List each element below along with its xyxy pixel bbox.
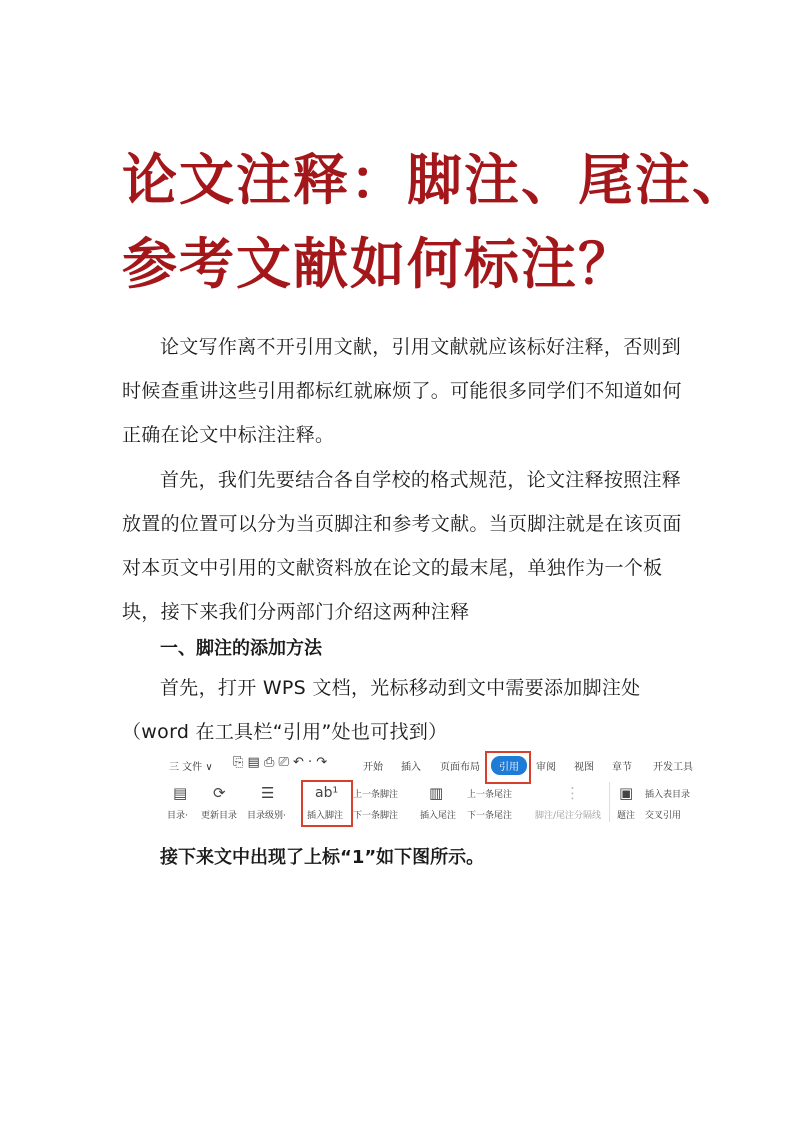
- wps-toolbar-screenshot: [165, 750, 717, 826]
- ribbon-tabs: [165, 750, 717, 780]
- toc-button[interactable]: 目录·: [167, 811, 188, 821]
- endnote-icon: ▥: [429, 784, 444, 802]
- toc-level-button[interactable]: 目录级别·: [247, 811, 286, 821]
- caption-icon: ▣: [619, 784, 634, 802]
- section-heading: 一、脚注的添加方法: [160, 638, 322, 659]
- file-menu[interactable]: 三 文件 ∨: [169, 762, 213, 773]
- prev-endnote-button[interactable]: 上一条尾注: [467, 790, 513, 800]
- tab-references[interactable]: 引用: [491, 756, 527, 775]
- update-toc-button[interactable]: 更新目录: [201, 811, 238, 821]
- quick-access-icons[interactable]: ⎘ ▤ ⎙ ⎚ ↶ · ↷: [233, 755, 328, 770]
- footnote-icon: ab¹: [315, 785, 339, 801]
- insert-table-of-figures-button[interactable]: 插入表目录: [645, 790, 691, 800]
- tab-review[interactable]: 审阅: [536, 762, 556, 773]
- tab-page-layout[interactable]: 页面布局: [440, 762, 480, 773]
- tab-insert[interactable]: 插入: [401, 762, 421, 773]
- insert-endnote-button[interactable]: 插入尾注: [420, 811, 457, 821]
- insert-footnote-button[interactable]: 插入脚注: [307, 811, 344, 821]
- paragraph-format: 首先，我们先要结合各自学校的格式规范，论文注释按照注释放置的位置可以分为当页脚注和参考文献。当页脚注就是在该页面对本页文中引用的文献资料放在论文的最末尾，单独作为一个板块，接下来我们分两部门介绍这两种注释: [122, 469, 682, 623]
- caption-text: 接下来文中出现了上标“1”如下图所示。: [160, 847, 485, 868]
- tab-view[interactable]: 视图: [574, 762, 594, 773]
- title-line-1: 论文注释：脚注、尾注、: [122, 148, 750, 212]
- paragraph-intro: 论文写作离不开引用文献，引用文献就应该标好注释，否则到时候查重讲这些引用都标红就麻烦了。可能很多同学们不知道如何正确在论文中标注注释。: [122, 336, 682, 446]
- references-highlight: [485, 751, 531, 784]
- next-endnote-button[interactable]: 下一条尾注: [467, 811, 513, 821]
- toc-level-icon: ☰: [261, 784, 275, 802]
- update-toc-icon: ⟳: [213, 784, 226, 802]
- prev-footnote-button[interactable]: 上一条脚注: [353, 790, 399, 800]
- tab-start[interactable]: 开始: [363, 762, 383, 773]
- cross-reference-button[interactable]: 交叉引用: [645, 811, 682, 821]
- page-title: [122, 138, 750, 306]
- tab-chapter[interactable]: 章节: [612, 762, 632, 773]
- next-footnote-button[interactable]: 下一条脚注: [353, 811, 399, 821]
- caption-button[interactable]: 题注: [617, 811, 636, 821]
- toc-icon: ▤: [173, 784, 188, 802]
- paragraph-open-wps: 首先，打开 WPS 文档，光标移动到文中需要添加脚注处（word 在工具栏“引用”处也可找到）: [122, 677, 641, 743]
- group-divider: [609, 782, 610, 822]
- separator-line-icon: ⋮: [565, 784, 580, 802]
- title-line-2: 参考文献如何标注？: [122, 232, 636, 296]
- note-separator-button[interactable]: 脚注/尾注分隔线: [535, 811, 602, 821]
- tab-developer[interactable]: 开发工具: [653, 762, 693, 773]
